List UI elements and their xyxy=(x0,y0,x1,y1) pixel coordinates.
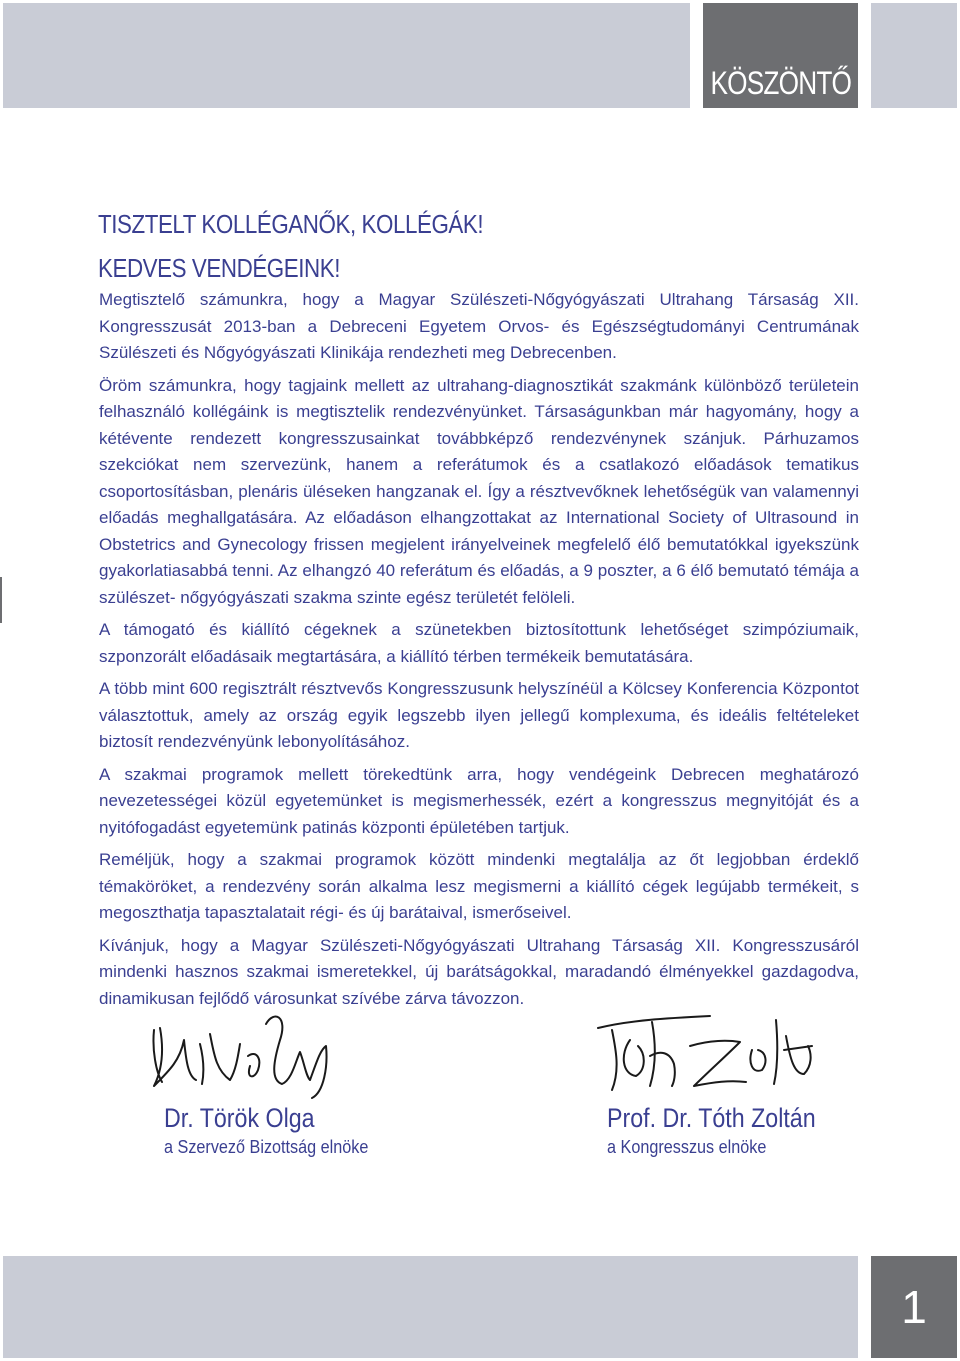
signatory-left xyxy=(164,1102,391,1160)
paragraph-2: Öröm számunkra, hogy tagjaink mellett az ultrahang-diagnosztikát szakmánk különböző területein felhasználó kollégáink is megtisztelik rendezvényünket. Társaságunkban már hagyomány, hogy a kétévente rendezett kongresszusainkat továbbképző rendezvénynek szánjuk. Párhuzamos szekciókat nem szervezünk, hanem a referátumok és a csatlakozó előadások tematikus csoportosításban, plenáris üléseken hangzanak el. Így a résztvevőknek lehetőségük van valamennyi előadás meghallgatására. Az előadáson elhangzottakat az International Society of Ultrasound in Obstetrics and Gynecology frissen megjelent irányelveinek megfelelő élő bemutatókkal igyekszünk gyakorlatiasabbá tenni. Az elhangzó 40 referátum és előadás, a 9 poszter, a 6 élő bemutató témája a szülészet- nőgyógyászati szakma szinte egész területét felöleli. xyxy=(99,375,859,607)
handwritten-signature-right xyxy=(590,1000,820,1100)
signatory-name: Dr. Török Olga xyxy=(164,1103,315,1133)
paragraph-5: A szakmai programok mellett törekedtünk arra, hogy vendégeink Debrecen meghatározó nevezetességei közül egyetemünket is megismerhessék, ezért a kongresszus megnyitóját és a nyitófogadást egyetemünk patinás központi épületében tartjuk. xyxy=(99,764,859,837)
paragraph-7: Kívánjuk, hogy a Magyar Szülészeti-Nőgyógyászati Ultrahang Társaság XII. Kongresszusáról mindenki hasznos szakmai ismeretekkel, új barátságokkal, maradandó élményekkel gazdagodva, dinamikusan fejlődő városunkat szívébe zárva távozzon. xyxy=(99,935,859,1008)
paragraph-1: Megtisztelő számunkra, hogy a Magyar Szülészeti-Nőgyógyászati Ultrahang Társaság XII. Kongresszusát 2013-ban a Debreceni Egyetem Orvos- és Egészségtudományi Centrumának Szülészeti és Nőgyógyászati Klinikája rendezheti meg Debrecenben. xyxy=(99,290,859,362)
header-corner-block xyxy=(871,3,957,108)
signature-toth-zoltan xyxy=(590,1000,820,1100)
signatory-name: Prof. Dr. Tóth Zoltán xyxy=(607,1103,816,1133)
signatory-role: a Kongresszus elnöke xyxy=(607,1137,767,1157)
page-number-box xyxy=(871,1256,957,1358)
handwritten-signature-left xyxy=(140,1000,400,1100)
page-number: 1 xyxy=(901,1281,927,1333)
section-title: KÖSZÖNTŐ xyxy=(710,65,851,101)
paragraph-4: A több mint 600 regisztrált résztvevős Kongresszusunk helyszínéül a Kölcsey Konferencia Központot választottuk, amely az ország egyik legszebb ilyen jellegű komplexuma, és ideális feltételeket biztosít rendezvényünk lebonyolításához. xyxy=(99,679,859,751)
letter-body xyxy=(99,287,859,1018)
signatory-role: a Szervező Bizottság elnöke xyxy=(164,1137,369,1157)
margin-marker xyxy=(0,577,2,623)
paragraph-6: Reméljük, hogy a szakmai programok között mindenki megtalálja az őt legjobban érdeklő témaköröket, a rendezvény során alkalma lesz megismerni a kiállító cégek legújabb termékeit, s megoszthatja tapasztalatait régi- és új barátaival, ismerőseivel. xyxy=(99,850,859,922)
signature-torok-olga xyxy=(140,1000,400,1100)
greeting-line-1: TISZTELT KOLLÉGANŐK, KOLLÉGÁK! xyxy=(98,209,484,239)
greeting-heading xyxy=(98,202,858,290)
greeting-line-2: KEDVES VENDÉGEINK! xyxy=(98,253,341,283)
section-title-box xyxy=(703,3,858,108)
paragraph-3: A támogató és kiállító cégeknek a szünetekben biztosítottunk lehetőséget szimpóziumaik, szponzorált előadásaik megtartására, a kiállító térben termékeik bemutatására. xyxy=(99,620,859,666)
signatory-right xyxy=(607,1102,850,1160)
footer-bar xyxy=(3,1256,858,1358)
header-bar xyxy=(3,3,690,108)
